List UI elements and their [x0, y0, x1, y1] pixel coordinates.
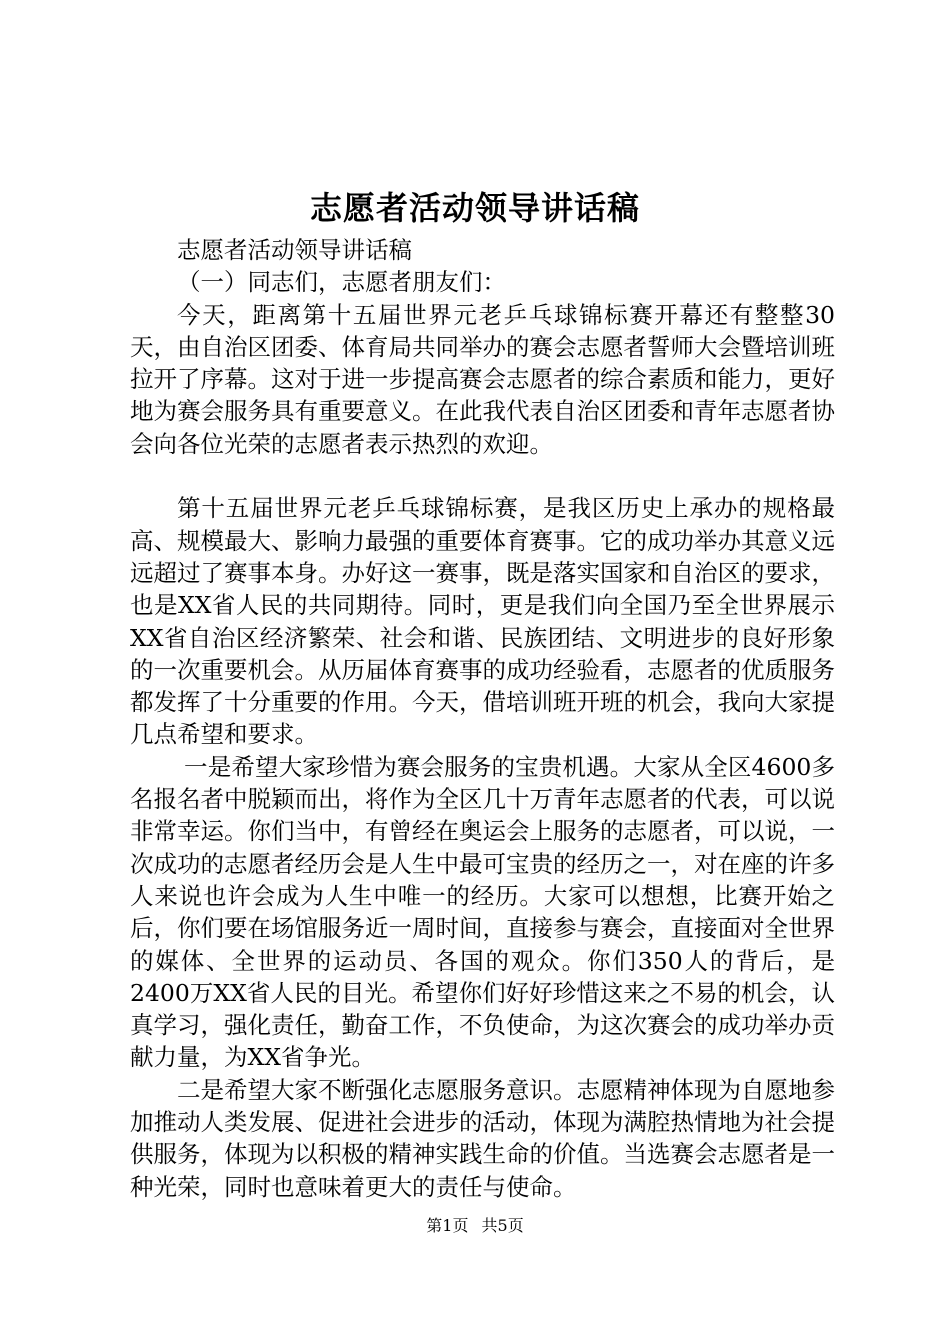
paragraph-hope-two: 二是希望大家不断强化志愿服务意识。志愿精神体现为自愿地参加推动人类发展、促进社会进步的活动，体现为满腔热情地为社会提供服务，体现为以积极的精神实践生命的价值。当选赛会志愿者是一种光荣，同时也意味着更大的责任与使命。	[130, 1075, 835, 1201]
document-title: 志愿者活动领导讲话稿	[309, 189, 640, 227]
document-body	[130, 234, 835, 1203]
page-footer	[0, 1215, 950, 1237]
page-number: 第1页	[426, 1216, 469, 1235]
page-total: 共5页	[481, 1216, 524, 1235]
paragraph-opening: 今天，距离第十五届世界元老乒乓球锦标赛开幕还有整整30天，由自治区团委、体育局共同举办的赛会志愿者誓师大会暨培训班拉开了序幕。这对于进一步提高赛会志愿者的综合素质和能力，更好地为赛会服务具有重要意义。在此我代表自治区团委和青年志愿者协会向各位光荣的志愿者表示热烈的欢迎。	[130, 300, 835, 458]
paragraph-subtitle: 志愿者活动领导讲话稿	[177, 236, 412, 264]
paragraph-salutation: （一）同志们，志愿者朋友们：	[177, 268, 506, 297]
paragraph-hope-one: 一是希望大家珍惜为赛会服务的宝贵机遇。大家从全区4600多名报名者中脱颖而出，将作为全区几十万青年志愿者的代表，可以说非常幸运。你们当中，有曾经在奥运会上服务的志愿者，可以说，一次成功的志愿者经历会是人生中最可宝贵的经历之一，对在座的许多人来说也许会成为人生中唯一的经历。大家可以想想，比赛开始之后，你们要在场馆服务近一周时间，直接参与赛会，直接面对全世界的媒体、全世界的运动员、各国的观众。你们350人的背后，是2400万XX省人民的目光。希望你们好好珍惜这来之不易的机会，认真学习，强化责任，勤奋工作，不负使命，为这次赛会的成功举办贡献力量，为XX省争光。	[130, 752, 835, 1072]
paragraph-event-significance: 第十五届世界元老乒乓球锦标赛，是我区历史上承办的规格最高、规模最大、影响力最强的重要体育赛事。它的成功举办其意义远远超过了赛事本身。办好这一赛事，既是落实国家和自治区的要求，也是XX省人民的共同期待。同时，更是我们向全国乃至全世界展示XX省自治区经济繁荣、社会和谐、民族团结、文明进步的良好形象的一次重要机会。从历届体育赛事的成功经验看，志愿者的优质服务都发挥了十分重要的作用。今天，借培训班开班的机会，我向大家提几点希望和要求。	[130, 494, 835, 749]
